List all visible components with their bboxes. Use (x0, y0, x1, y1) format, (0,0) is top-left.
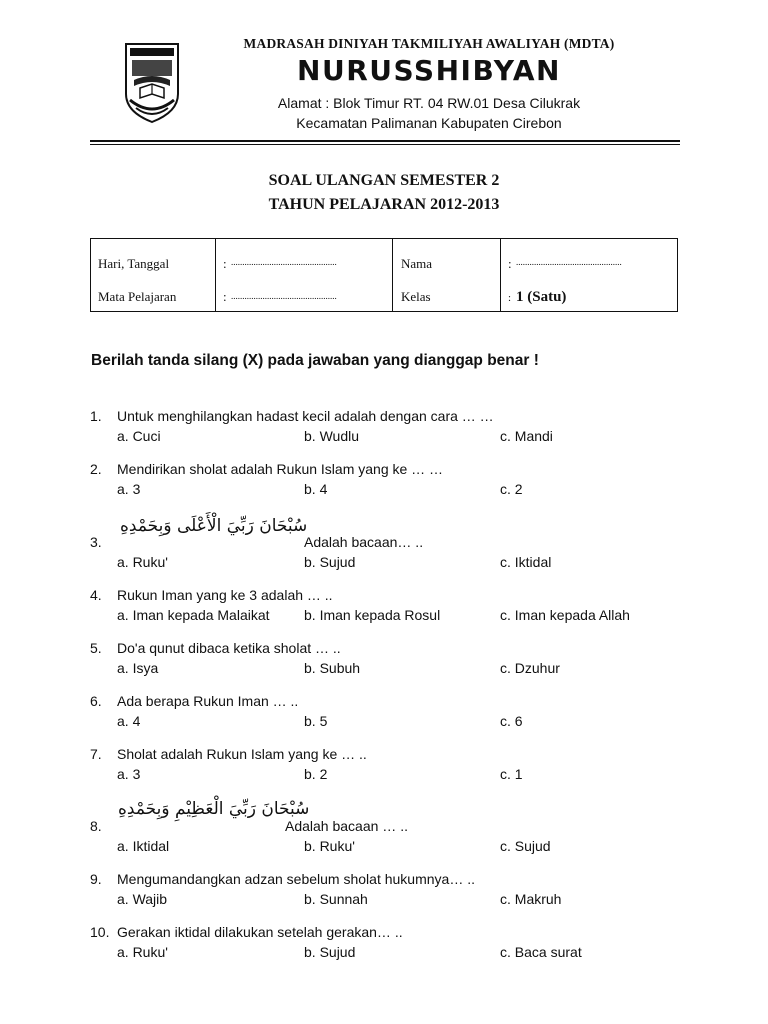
header-divider (90, 140, 680, 142)
subject-label: Mata Pelajaran (98, 289, 177, 304)
instruction-text: Berilah tanda silang (X) pada jawaban yang dianggap benar ! (91, 352, 539, 369)
exam-title: SOAL ULANGAN SEMESTER 2 (268, 172, 500, 189)
option-a[interactable]: a. Iman kepada Malaikat (117, 607, 270, 623)
question-text: Adalah bacaan … .. (285, 818, 408, 834)
colon: : (508, 256, 512, 271)
question-text: Gerakan iktidal dilakukan setelah gerakan… .. (117, 924, 403, 940)
colon: : (223, 289, 227, 304)
question-number: 3. (90, 534, 102, 550)
arabic-text: سُبْحَانَ رَبِّيَ الْعَظِيْمِ وَبِحَمْدِهِ (118, 799, 310, 819)
option-b[interactable]: b. Sunnah (304, 891, 368, 907)
question-text: Untuk menghilangkan hadast kecil adalah dengan cara … … (117, 408, 494, 424)
option-b[interactable]: b. 4 (304, 481, 328, 497)
question-text: Mendirikan sholat adalah Rukun Islam yang ke … … (117, 461, 444, 477)
name-blank[interactable]: ............................................... (516, 257, 622, 267)
option-a[interactable]: a. Ruku' (117, 554, 168, 570)
option-b[interactable]: b. 5 (304, 713, 328, 729)
header-divider-thin (90, 144, 680, 145)
option-a[interactable]: a. 4 (117, 713, 141, 729)
option-a[interactable]: a. Iktidal (117, 838, 170, 854)
class-value: 1 (Satu) (516, 289, 567, 305)
class-label: Kelas (401, 289, 431, 304)
colon: : (223, 256, 227, 271)
option-b[interactable]: b. 2 (304, 766, 328, 782)
table-divider (215, 239, 216, 311)
question-number: 7. (90, 746, 102, 762)
question-number: 5. (90, 640, 102, 656)
option-c[interactable]: c. 2 (500, 481, 523, 497)
question-text: Do'a qunut dibaca ketika sholat … .. (117, 640, 341, 656)
name-label: Nama (401, 256, 433, 271)
address-line-2: Kecamatan Palimanan Kabupaten Cirebon (296, 115, 562, 131)
option-b[interactable]: b. Ruku' (304, 838, 355, 854)
arabic-text: سُبْحَانَ رَبِّيَ الْأَعْلَى وَبِحَمْدِهِ (120, 516, 308, 536)
option-b[interactable]: b. Subuh (304, 660, 361, 676)
school-type-heading: MADRASAH DINIYAH TAKMILIYAH AWALIYAH (MDTA) (243, 36, 615, 51)
question-text: Sholat adalah Rukun Islam yang ke … .. (117, 746, 367, 762)
exam-year: TAHUN PELAJARAN 2012-2013 (268, 196, 500, 213)
option-a[interactable]: a. Ruku' (117, 944, 168, 960)
option-a[interactable]: a. 3 (117, 481, 141, 497)
option-c[interactable]: c. Dzuhur (500, 660, 560, 676)
option-b[interactable]: b. Sujud (304, 944, 356, 960)
option-a[interactable]: a. Cuci (117, 428, 161, 444)
option-b[interactable]: b. Iman kepada Rosul (304, 607, 441, 623)
option-c[interactable]: c. Mandi (500, 428, 553, 444)
question-text: Mengumandangkan adzan sebelum sholat hukumnya… .. (117, 871, 475, 887)
question-number: 2. (90, 461, 102, 477)
question-text: Ada berapa Rukun Iman … .. (117, 693, 299, 709)
address-line-1: Alamat : Blok Timur RT. 04 RW.01 Desa Cilukrak (277, 95, 581, 111)
option-c[interactable]: c. Iktidal (500, 554, 552, 570)
option-c[interactable]: c. Makruh (500, 891, 562, 907)
question-number: 9. (90, 871, 102, 887)
school-name-heading: NURUSSHIBYAN (297, 54, 561, 87)
option-c[interactable]: c. Sujud (500, 838, 551, 854)
option-a[interactable]: a. 3 (117, 766, 141, 782)
option-c[interactable]: c. Baca surat (500, 944, 582, 960)
question-number: 10. (90, 924, 110, 940)
option-a[interactable]: a. Isya (117, 660, 159, 676)
option-c[interactable]: c. 6 (500, 713, 523, 729)
question-number: 1. (90, 408, 102, 424)
question-number: 6. (90, 693, 102, 709)
option-a[interactable]: a. Wajib (117, 891, 168, 907)
question-text: Adalah bacaan… .. (304, 534, 424, 550)
student-info-table (90, 238, 678, 312)
option-c[interactable]: c. Iman kepada Allah (500, 607, 630, 623)
option-b[interactable]: b. Sujud (304, 554, 356, 570)
table-divider (500, 239, 501, 311)
option-b[interactable]: b. Wudlu (304, 428, 359, 444)
day-date-blank[interactable]: ............................................... (231, 257, 337, 267)
subject-blank[interactable]: ............................................... (231, 291, 337, 301)
day-date-label: Hari, Tanggal (98, 256, 170, 271)
colon: : (508, 292, 512, 304)
table-divider (392, 239, 393, 311)
question-text: Rukun Iman yang ke 3 adalah … .. (117, 587, 333, 603)
question-number: 4. (90, 587, 102, 603)
question-number: 8. (90, 818, 102, 834)
option-c[interactable]: c. 1 (500, 766, 523, 782)
